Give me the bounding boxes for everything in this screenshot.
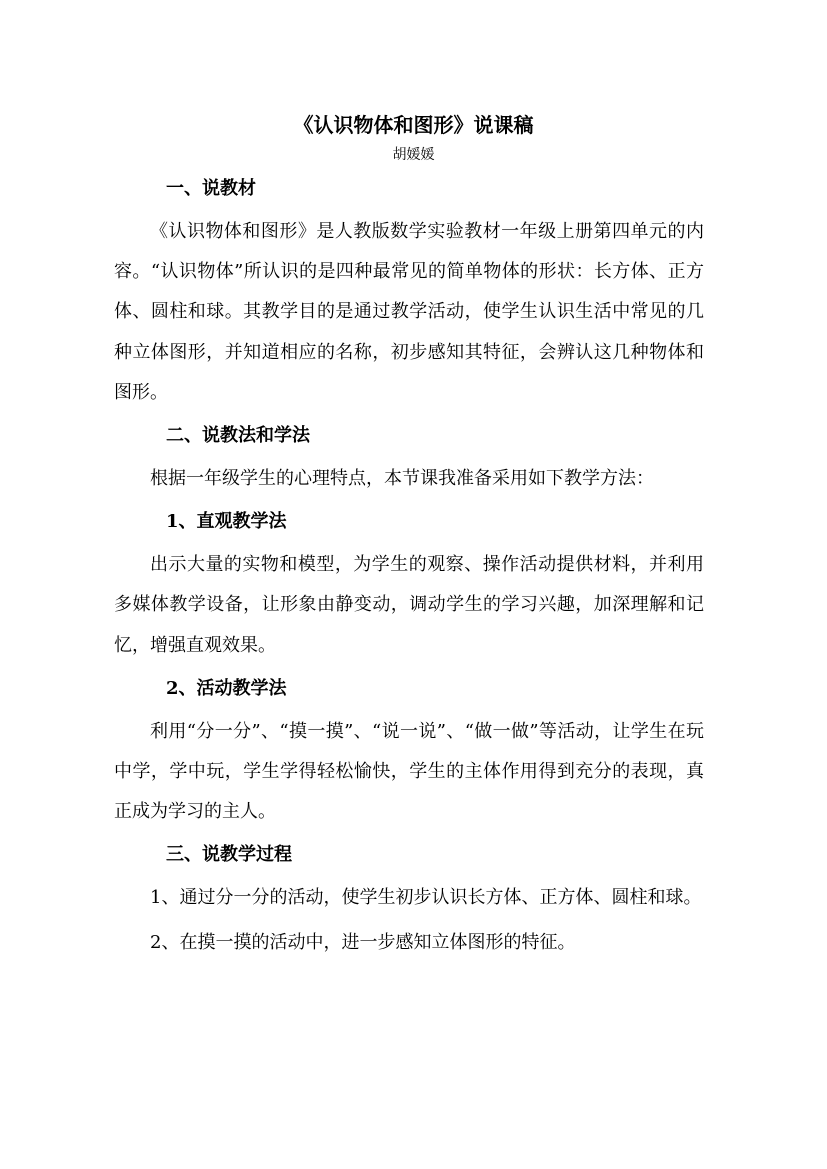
subsection-heading-direct-teaching: 1、直观教学法: [166, 511, 287, 533]
section-3-paragraph-1: 1、通过分一分的活动，使学生初步认识长方体、正方体、圆柱和球。: [150, 887, 702, 909]
section-heading-2: 二、说教法和学法: [166, 425, 310, 447]
section-heading-3: 三、说教学过程: [166, 844, 292, 866]
subsection-activity-teaching-paragraph: 利用“分一分”、“摸一摸”、“说一说”、“做一做”等活动，让学生在玩中学，学中玩，学生学得轻松愉快，学生的主体作用得到充分的表现，真正成为学习的主人。: [114, 720, 704, 823]
section-3-paragraph-2: 2、在摸一摸的活动中，进一步感知立体图形的特征。: [150, 931, 576, 953]
document-body: [114, 170, 704, 967]
subsection-direct-teaching-paragraph: 出示大量的实物和模型，为学生的观察、操作活动提供材料，并利用多媒体教学设备，让形象由静变动，调动学生的学习兴趣，加深理解和记忆，增强直观效果。: [114, 554, 704, 656]
document-author: 胡媛媛: [392, 147, 435, 163]
section-1-paragraph: 《认识物体和图形》是人教版数学实验教材一年级上册第四单元的内容。“认识物体”所认识的是四种最常见的简单物体的形状：长方体、正方体、圆柱和球。其教学目的是通过教学活动，使学生认识生活中常见的几种立体图形，并知道相应的名称，初步感知其特征，会辨认这几种物体和图形。: [114, 221, 704, 403]
subsection-heading-activity-teaching: 2、活动教学法: [166, 677, 287, 699]
document-title: 《认识物体和图形》说课稿: [293, 113, 534, 137]
section-heading-1: 一、说教材: [166, 178, 256, 199]
section-2-paragraph: 根据一年级学生的心理特点，本节课我准备采用如下教学方法：: [150, 468, 654, 490]
